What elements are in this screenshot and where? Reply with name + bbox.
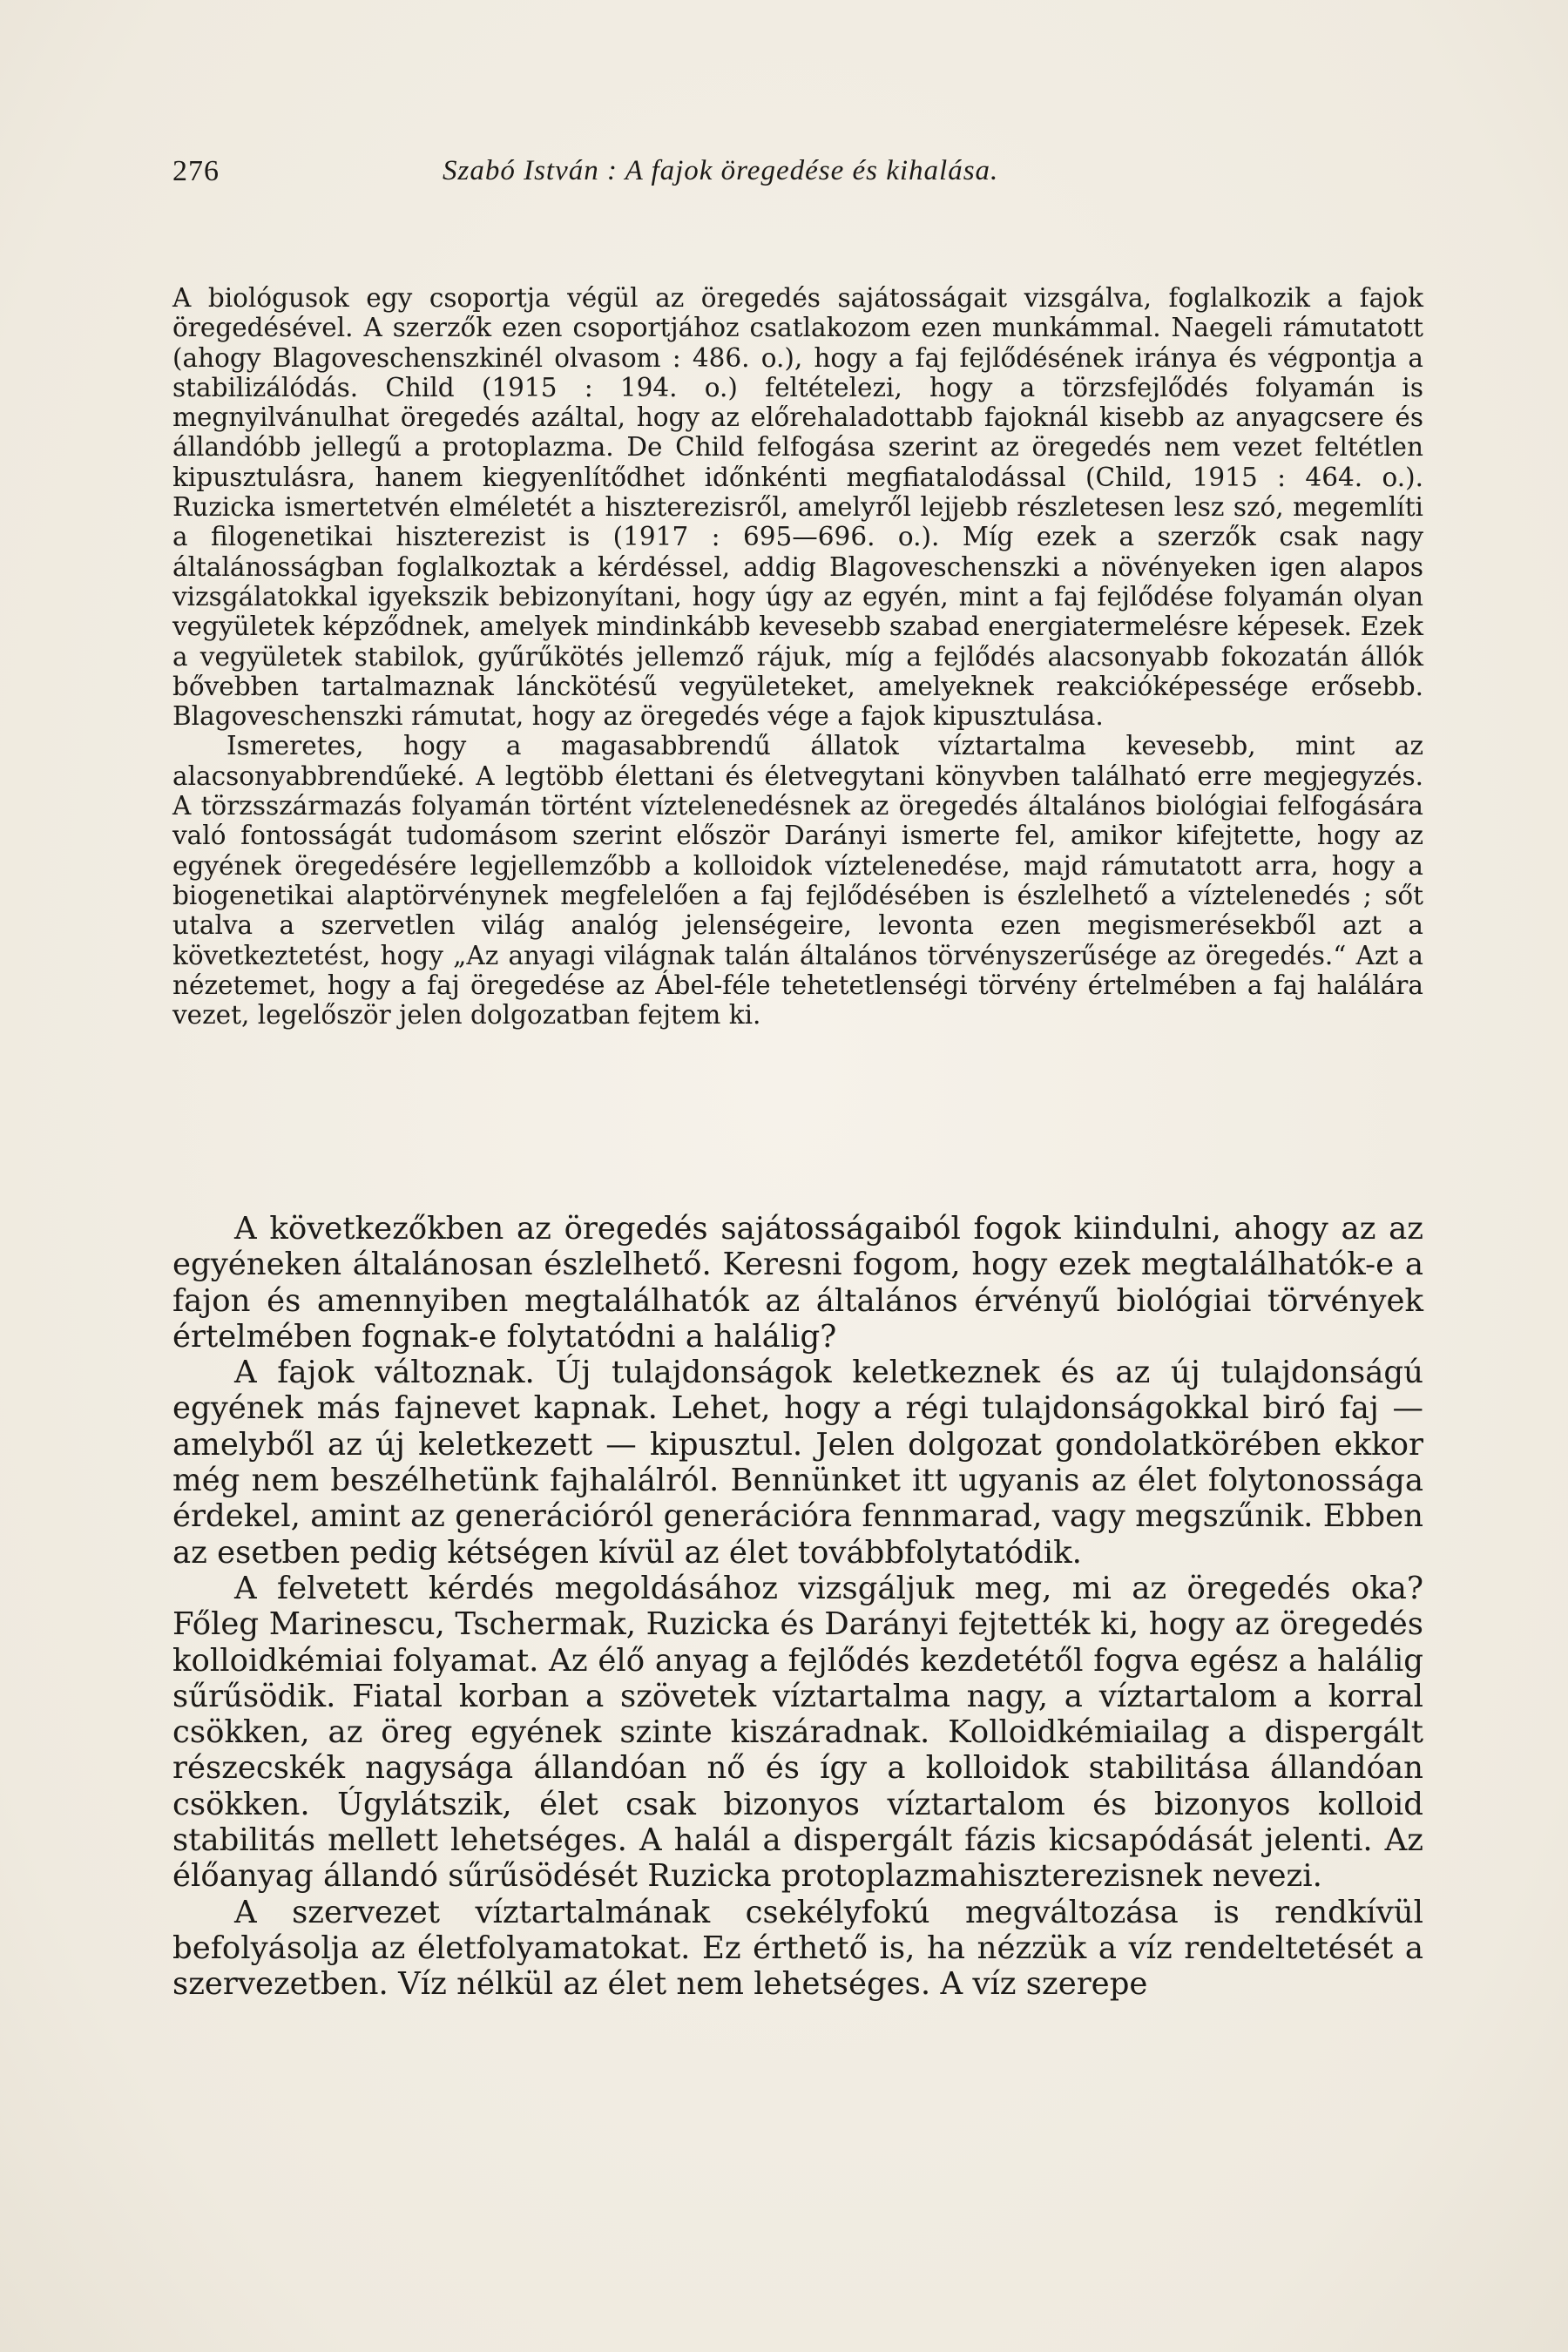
page-header [172, 155, 1427, 199]
body-paragraph: A következőkben az öregedés sajátosságaiból fogok kiindulni, ahogy az az egyéneken általánosan észlelhető. Keresni fogom, hogy ezek megtalálhatók-e a fajon és amennyiben megtalálhatók az általános érvényű biológiai törvények értelmében fognak-e folytatódni a halálig? [172, 1211, 1423, 1355]
body-paragraph: A biológusok egy csoportja végül az öregedés sajátosságait vizsgálva, foglalkozik a fajok öregedésével. A szerzők ezen csoportjához csatlakozom ezen munkámmal. Naegeli rámutatott (ahogy Blagoveschenszkinél olvasom : 486. o.), hogy a faj fejlődésének iránya és végpontja a stabilizálódás. Child (1915 : 194. o.) feltételezi, hogy a törzsfejlődés folyamán is megnyilvánulhat öregedés azáltal, hogy az előrehaladottabb fajoknál kisebb az anyagcsere és állandóbb jellegű a protoplazma. De Child felfogása szerint az öregedés nem vezet feltétlen kipusztulásra, hanem kiegyenlítődhet időnkénti megfiatalodással (Child, 1915 : 464. o.). Ruzicka ismertetvén elméletét a hiszterezisről, amelyről lejjebb részletesen lesz szó, megemlíti a filogenetikai hiszterezist is (1917 : 695—696. o.). Míg ezek a szerzők csak nagy általánosságban foglalkoztak a kérdéssel, addig Blagoveschenszki a növényeken igen alapos vizsgálatokkal igyekszik bebizonyítani, hogy úgy az egyén, mint a faj fejlődése folyamán olyan vegyületek képződnek, amelyek mindinkább kevesebb szabad energiatermelésre képesek. Ezek a vegyületek stabilok, gyűrűkötés jellemző rájuk, míg a fejlődés alacsonyabb fokozatán állók bővebben tartalmaznak lánckötésű vegyületeket, amelyeknek reakcióképessége erősebb. Blagoveschenszki rámutat, hogy az öregedés vége a fajok kipusztulása. [172, 283, 1423, 732]
small-print-section [172, 283, 1423, 1030]
body-paragraph: A fajok változnak. Új tulajdonságok keletkeznek és az új tulajdonságú egyének más fajnevet kapnak. Lehet, hogy a régi tulajdonságokkal biró faj — amelyből az új keletkezett — kipusztul. Jelen dolgozat gondolatkörében ekkor még nem beszélhetünk fajhalálról. Bennünket itt ugyanis az élet folytonossága érdekel, amint az generációról generációra fennmarad, vagy megszűnik. Ebben az esetben pedig kétségen kívül az élet továbbfolytatódik. [172, 1355, 1423, 1571]
body-paragraph: A felvetett kérdés megoldásához vizsgáljuk meg, mi az öregedés oka? Főleg Marinescu, Tschermak, Ruzicka és Darányi fejtették ki, hogy az öregedés kolloidkémiai folyamat. Az élő anyag a fejlődés kezdetétől fogva egész a halálig sűrűsödik. Fiatal korban a szövetek víztartalma nagy, a víztartalom a korral csökken, az öreg egyének szinte kiszáradnak. Kolloidkémiailag a dispergált részecskék nagysága állandóan nő és így a kolloidok stabilitása állandóan csökken. Úgylátszik, élet csak bizonyos víztartalom és bizonyos kolloid stabilitás mellett lehetséges. A halál a dispergált fázis kicsapódását jelenti. Az élőanyag állandó sűrűsödését Ruzicka protoplazmahiszterezisnek nevezi. [172, 1570, 1423, 1895]
body-paragraph: A szervezet víztartalmának csekélyfokú megváltozása is rendkívül befolyásolja az életfolyamatokat. Ez érthető is, ha nézzük a víz rendeltetését a szervezetben. Víz nélkül az élet nem lehetséges. A víz szerepe [172, 1894, 1423, 2003]
body-paragraph: Ismeretes, hogy a magasabbrendű állatok víztartalma kevesebb, mint az alacsonyabbrendűeké. A legtöbb élettani és életvegytani könyvben található erre megjegyzés. A törzsszármazás folyamán történt víztelenedésnek az öregedés általános biológiai felfogására való fontosságát tudomásom szerint először Darányi ismerte fel, amikor kifejtette, hogy az egyének öregedésére legjellemzőbb a kolloidok víztelenedése, majd rámutatott arra, hogy a biogenetikai alaptörvénynek megfelelően a faj fejlődésében is észlelhető a víztelenedés ; sőt utalva a szervetlen világ analóg jelenségeire, levonta ezen megismerésekből azt a következtetést, hogy „Az anyagi világnak talán általános törvényszerűsége az öregedés.“ Azt a nézetemet, hogy a faj öregedése az Ábel-féle tehetetlenségi törvény értelmében a faj halálára vezet, legelőször jelen dolgozatban fejtem ki. [172, 731, 1423, 1031]
running-head: Szabó István : A fajok öregedése és kihalása. [443, 155, 999, 186]
main-text-section [172, 1211, 1423, 2003]
page-number: 276 [172, 155, 220, 187]
